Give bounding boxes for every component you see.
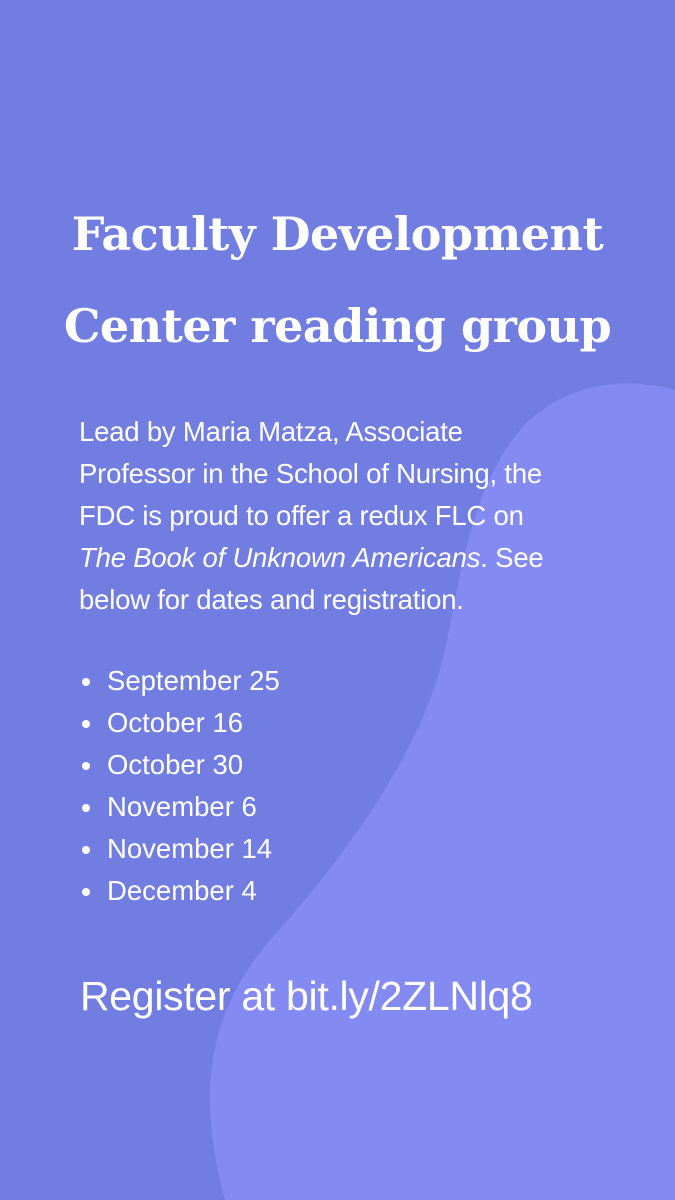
description-line-4 (79, 537, 619, 579)
description-line-2: Professor in the School of Nursing, the (79, 458, 543, 489)
description-paragraph (79, 411, 619, 621)
title-line-2: Center reading group (63, 299, 612, 353)
book-title: The Book of Unknown Americans (79, 542, 481, 573)
description-line-4-suffix: . See (480, 542, 544, 573)
session-dates-list (79, 660, 280, 912)
description-line-3: FDC is proud to offer a redux FLC on (79, 500, 524, 531)
date-item: November 6 (79, 786, 280, 828)
registration-link-text: Register at bit.ly/2ZLNlq8 (80, 973, 533, 1019)
date-item: October 30 (79, 744, 280, 786)
date-item: December 4 (79, 870, 280, 912)
page-title (0, 188, 675, 372)
date-item: September 25 (79, 660, 280, 702)
date-item: October 16 (79, 702, 280, 744)
description-line-1: Lead by Maria Matza, Associate (79, 416, 463, 447)
title-line-1: Faculty Development (71, 207, 604, 261)
date-item: November 14 (79, 828, 280, 870)
description-line-5: below for dates and registration. (79, 584, 464, 615)
